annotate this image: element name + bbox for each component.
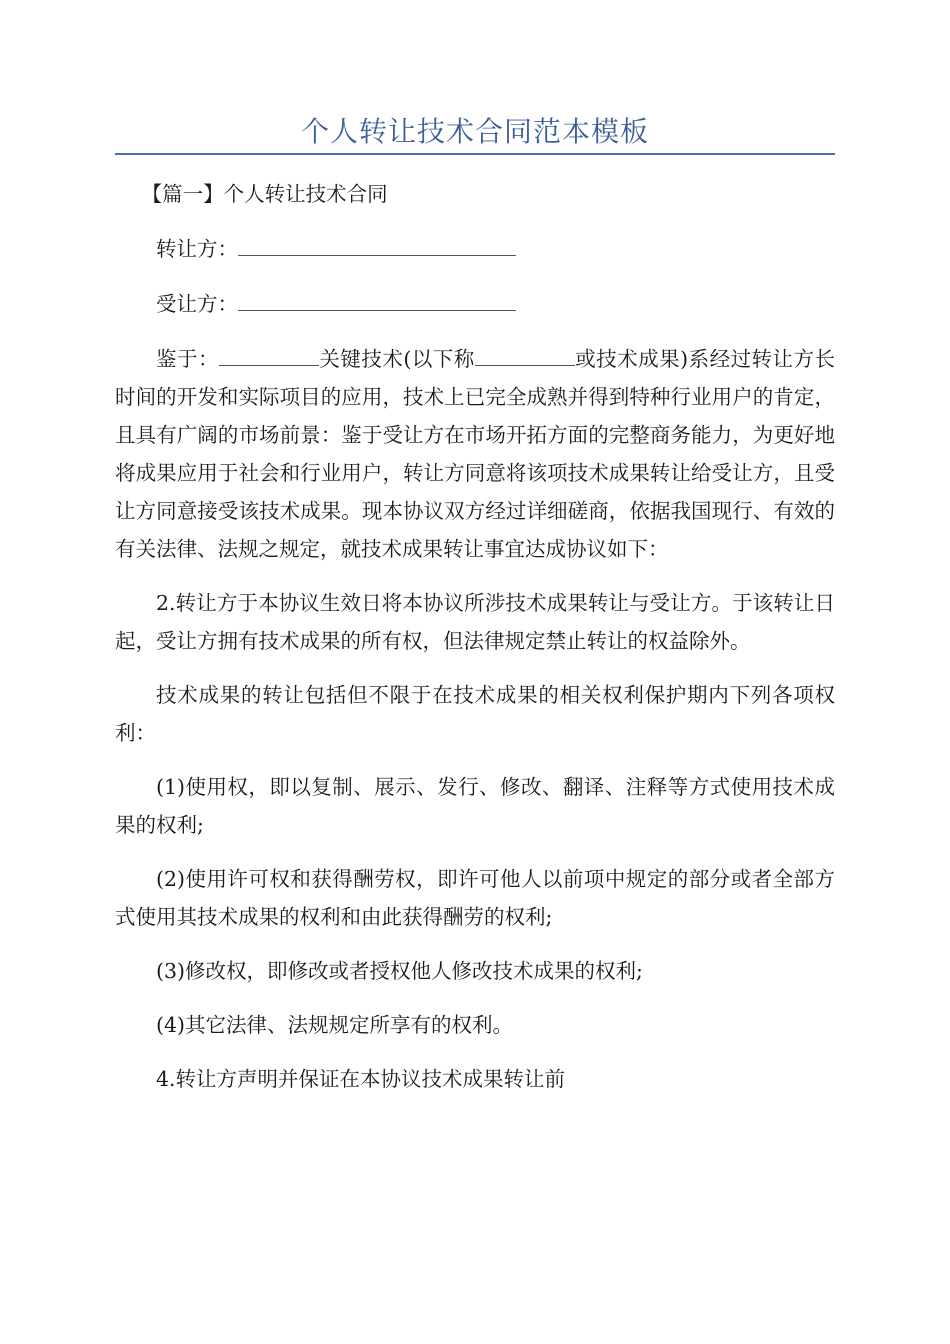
transferor-blank xyxy=(238,229,516,256)
recital-paragraph xyxy=(115,339,835,568)
transferee-blank xyxy=(238,284,516,311)
right-1: (1)使用权，即以复制、展示、发行、修改、翻译、注释等方式使用技术成果的权利; xyxy=(115,775,835,837)
technology-name-blank xyxy=(219,339,319,366)
right-4: (4)其它法律、法规规定所享有的权利。 xyxy=(156,1013,514,1037)
clause-2: 2.转让方于本协议生效日将本协议所涉技术成果转让与受让方。于该转让日起，受让方拥有技术成果的所有权，但法律规定禁止转让的权益除外。 xyxy=(115,591,835,653)
transferor-label: 转让方： xyxy=(156,237,238,261)
section-heading: 【篇一】个人转让技术合同 xyxy=(141,182,388,206)
document-body xyxy=(115,175,835,1114)
title-underline xyxy=(115,153,835,155)
transferee-label: 受让方： xyxy=(156,292,238,316)
transferor-line xyxy=(115,229,835,268)
transferee-line xyxy=(115,284,835,323)
document-title: 个人转让技术合同范本模板 xyxy=(300,115,649,148)
clause-4: 4.转让方声明并保证在本协议技术成果转让前 xyxy=(156,1067,566,1091)
scope-intro: 技术成果的转让包括但不限于在技术成果的相关权利保护期内下列各项权利： xyxy=(115,683,835,745)
right-3: (3)修改权，即修改或者授权他人修改技术成果的权利; xyxy=(156,959,643,983)
recital-part1: 鉴于： xyxy=(156,347,219,371)
recital-part3: 或技术成果)系经过转让方长时间的开发和实际项目的应用，技术上已完全成熟并得到特种行业用户的肯定，且具有广阔的市场前景：鉴于受让方在市场开拓方面的完整商务能力，为更好地将成果应用于社会和行业用户，转让方同意将该项技术成果转让给受让方，且受让方同意接受该技术成果。现本协议双方经过详细磋商，依据我国现行、有效的有关法律、法规之规定，就技术成果转让事宜达成协议如下： xyxy=(115,347,836,561)
short-name-blank xyxy=(475,339,575,366)
recital-part2: 关键技术(以下称 xyxy=(318,347,475,371)
right-2: (2)使用许可权和获得酬劳权，即许可他人以前项中规定的部分或者全部方式使用其技术成果的权利和由此获得酬劳的权利; xyxy=(115,867,835,929)
